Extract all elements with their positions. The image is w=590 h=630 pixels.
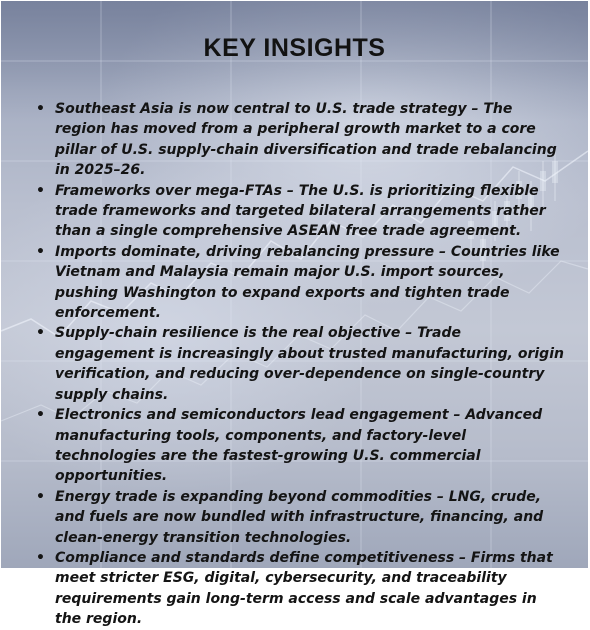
bullet-icon: • bbox=[36, 325, 45, 342]
bullet-icon: • bbox=[36, 549, 45, 566]
bullet-icon: • bbox=[36, 488, 45, 505]
list-item bbox=[33, 405, 565, 487]
bullet-icon: • bbox=[36, 407, 45, 424]
bullet-icon: • bbox=[36, 182, 45, 199]
list-item bbox=[33, 548, 565, 630]
insight-text: Energy trade is expanding beyond commodities – LNG, crude, and fuels are now bundled with infrastructure, financing, and clean-energy transition technologies. bbox=[55, 488, 544, 546]
insight-text: Compliance and standards define competitiveness – Firms that meet stricter ESG, digital, cybersecurity, and traceability requirements gain long-term access and scale advantages in the region. bbox=[55, 549, 553, 628]
insight-text: Electronics and semiconductors lead engagement – Advanced manufacturing tools, components, and factory-level technologies are the fastest-growing U.S. commercial opportunities. bbox=[55, 407, 543, 485]
list-item bbox=[33, 487, 565, 548]
insight-text: Imports dominate, driving rebalancing pressure – Countries like Vietnam and Malaysia remain major U.S. import sources, pushing Washington to expand exports and tighten trade enforcement. bbox=[55, 243, 560, 322]
bullet-icon: • bbox=[36, 101, 45, 117]
insights-panel bbox=[1, 1, 588, 628]
insights-list bbox=[33, 99, 565, 630]
insight-text: Supply-chain resilience is the real objective – Trade engagement is increasingly about trusted manufacturing, origin verification, and reducing over-dependence on single-country supply chains. bbox=[55, 325, 564, 403]
insight-text: Southeast Asia is now central to U.S. trade strategy – The region has moved from a peripheral growth market to a core pillar of U.S. supply-chain diversification and trade rebalancing in 2025–26. bbox=[55, 101, 557, 179]
insight-text: Frameworks over mega-FTAs – The U.S. is prioritizing flexible trade frameworks and targeted bilateral arrangements rather than a single comprehensive ASEAN free trade agreement. bbox=[55, 182, 546, 240]
list-item bbox=[33, 323, 565, 405]
list-item bbox=[33, 99, 565, 181]
list-item bbox=[33, 181, 565, 242]
bullet-icon: • bbox=[36, 243, 45, 260]
list-item bbox=[33, 242, 565, 324]
page-title: KEY INSIGHTS bbox=[203, 34, 386, 62]
